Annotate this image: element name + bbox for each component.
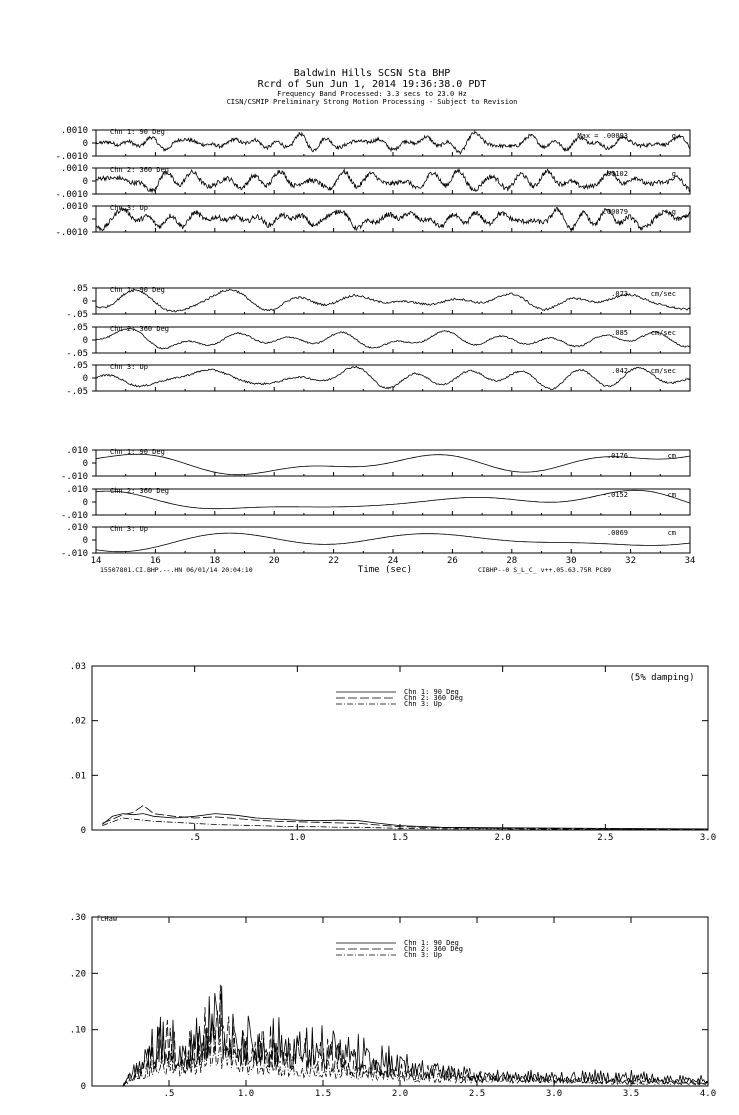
y-tick-label: -.010 bbox=[60, 472, 88, 482]
channel-trace bbox=[96, 533, 690, 552]
y-tick-label: -.0010 bbox=[55, 228, 88, 238]
x-tick-label: 1.5 bbox=[391, 833, 409, 843]
report-header bbox=[227, 68, 518, 106]
processing-version-footer: CIBHP--0 S_L_C_ v++.05.63.75R PC89 bbox=[478, 566, 612, 574]
x-tick-label: 3.5 bbox=[622, 1089, 640, 1099]
x-tick-label: 22 bbox=[328, 556, 340, 566]
damping-note: (5% damping) bbox=[629, 673, 695, 683]
y-tick-label: 0 bbox=[82, 459, 88, 469]
channel-peak: .085 bbox=[611, 329, 628, 337]
channel-peak: .0176 bbox=[606, 452, 628, 460]
legend-label: Chn 2: 360 Deg bbox=[404, 694, 464, 702]
legend-label: Chn 3: Up bbox=[404, 700, 442, 708]
x-tick-label: 16 bbox=[149, 556, 161, 566]
legend-label: Chn 1: 90 Deg bbox=[404, 688, 459, 696]
y-tick-label: -.010 bbox=[60, 549, 88, 559]
series-line bbox=[123, 986, 708, 1086]
displacement-panel bbox=[61, 446, 696, 575]
channel-name: Chn 2: 360 Deg bbox=[110, 166, 170, 174]
channel-peak-unit: cm bbox=[667, 452, 676, 460]
spectral-acceleration-chart bbox=[70, 662, 716, 843]
channel-trace bbox=[96, 328, 690, 349]
x-tick-label: 34 bbox=[684, 556, 696, 566]
y-tick-label: 0 bbox=[82, 374, 88, 384]
x-tick-label: 32 bbox=[625, 556, 637, 566]
y-tick-label: 0 bbox=[82, 297, 88, 307]
y-tick-label: 0 bbox=[82, 177, 88, 187]
x-tick-label: 3.0 bbox=[545, 1089, 563, 1099]
x-tick-label: 28 bbox=[506, 556, 518, 566]
channel-trace bbox=[96, 490, 690, 508]
x-tick-label: 3.0 bbox=[699, 833, 717, 843]
channel-name: Chn 2: 360 Deg bbox=[110, 487, 170, 495]
channel-peak-unit: cm bbox=[667, 491, 676, 499]
y-tick-label: -.05 bbox=[66, 310, 88, 320]
y-tick-label: .010 bbox=[66, 523, 88, 533]
channel-name: Chn 3: Up bbox=[110, 363, 148, 371]
channel-peak-unit: cm/sec bbox=[650, 329, 676, 337]
channel-peak: .00079 bbox=[602, 208, 628, 216]
channel-peak: .0069 bbox=[606, 529, 628, 537]
x-tick-label: 1.0 bbox=[237, 1089, 255, 1099]
y-tick-label: 0 bbox=[80, 826, 86, 836]
x-tick-label: .5 bbox=[163, 1089, 175, 1099]
y-tick-label: -.05 bbox=[66, 349, 88, 359]
header-line3: Frequency Band Processed: 3.3 secs to 23.0 Hz bbox=[277, 90, 467, 98]
channel-peak: .00102 bbox=[602, 170, 628, 178]
header-line1: Baldwin Hills SCSN Sta BHP bbox=[293, 68, 451, 79]
channel-peak-unit: g bbox=[671, 208, 676, 216]
channel-peak: .042 bbox=[611, 367, 628, 375]
series-line bbox=[102, 818, 708, 830]
y-tick-label: -.0010 bbox=[55, 152, 88, 162]
y-tick-label: -.0010 bbox=[55, 190, 88, 200]
channel-peak-unit: cm/sec bbox=[650, 367, 676, 375]
legend-label: Chn 2: 360 Deg bbox=[404, 945, 464, 953]
x-tick-label: 1.5 bbox=[314, 1089, 332, 1099]
channel-peak-unit: cm/sec bbox=[650, 290, 676, 298]
y-tick-label: -.05 bbox=[66, 387, 88, 397]
y-tick-label: .10 bbox=[69, 1025, 86, 1036]
channel-name: Chn 1: 90 Deg bbox=[110, 286, 165, 294]
x-tick-label: 2.0 bbox=[494, 833, 511, 843]
y-tick-label: 0 bbox=[82, 336, 88, 346]
channel-peak-unit: g bbox=[671, 170, 676, 178]
x-tick-label: .5 bbox=[189, 833, 201, 843]
acceleration-panel bbox=[55, 126, 690, 238]
channel-peak: .073 bbox=[611, 290, 628, 298]
y-tick-label: .010 bbox=[66, 446, 88, 456]
series-line bbox=[102, 814, 708, 829]
y-tick-label: -.010 bbox=[60, 511, 88, 521]
y-tick-label: .20 bbox=[69, 969, 86, 980]
x-tick-label: 2.5 bbox=[468, 1089, 486, 1099]
channel-peak: Max = .00093 bbox=[577, 132, 628, 140]
y-tick-label: .05 bbox=[71, 323, 88, 333]
channel-name: Chn 1: 90 Deg bbox=[110, 448, 165, 456]
x-tick-label: 14 bbox=[90, 556, 102, 566]
x-tick-label: 20 bbox=[268, 556, 280, 566]
y-tick-label: 0 bbox=[82, 215, 88, 225]
x-tick-label: 2.0 bbox=[391, 1089, 409, 1099]
channel-peak-unit: g bbox=[671, 132, 676, 140]
y-tick-label: .0010 bbox=[60, 202, 88, 212]
channel-peak-unit: cm bbox=[667, 529, 676, 537]
fourier-spectrum-chart bbox=[70, 913, 716, 1099]
channel-peak: -.0152 bbox=[602, 491, 628, 499]
y-tick-label: .05 bbox=[71, 284, 88, 294]
channel-name: Chn 3: Up bbox=[110, 525, 148, 533]
header-line4: CISN/CSMIP Preliminary Strong Motion Processing - Subject to Revision bbox=[226, 98, 518, 106]
x-tick-label: 1.0 bbox=[289, 833, 306, 843]
x-tick-label: 4.0 bbox=[699, 1089, 717, 1099]
y-tick-label: .30 bbox=[69, 913, 86, 923]
channel-trace bbox=[96, 366, 690, 389]
channel-trace bbox=[96, 208, 690, 231]
channel-name: Chn 3: Up bbox=[110, 204, 148, 212]
x-tick-label: 26 bbox=[446, 556, 458, 566]
corner-label: fcHaw bbox=[96, 915, 118, 923]
x-tick-label: 18 bbox=[209, 556, 221, 566]
x-tick-label: 24 bbox=[387, 556, 399, 566]
x-tick-label: 2.5 bbox=[597, 833, 614, 843]
header-line2: Rcrd of Sun Jun 1, 2014 19:36:38.0 PDT bbox=[257, 79, 487, 90]
x-tick-label: 30 bbox=[565, 556, 577, 566]
y-tick-label: 0 bbox=[82, 139, 88, 149]
y-tick-label: 0 bbox=[82, 498, 88, 508]
record-id-footer: 15507801.CI.BHP.--.HN 06/01/14 20:04:10 bbox=[100, 566, 253, 574]
channel-name: Chn 1: 90 Deg bbox=[110, 128, 165, 136]
y-tick-label: 0 bbox=[80, 1082, 86, 1092]
channel-trace bbox=[96, 289, 690, 312]
velocity-panel bbox=[66, 284, 690, 397]
channel-name: Chn 2: 360 Deg bbox=[110, 325, 170, 333]
spectrum-frame bbox=[92, 666, 708, 830]
y-tick-label: .02 bbox=[69, 716, 86, 727]
y-tick-label: .03 bbox=[69, 662, 86, 672]
x-axis-label: Time (sec) bbox=[357, 565, 413, 575]
y-tick-label: 0 bbox=[82, 536, 88, 546]
y-tick-label: .01 bbox=[69, 771, 86, 782]
y-tick-label: .010 bbox=[66, 485, 88, 495]
channel-trace bbox=[96, 169, 690, 192]
channel-trace bbox=[96, 454, 690, 474]
legend-label: Chn 1: 90 Deg bbox=[404, 939, 459, 947]
y-tick-label: .05 bbox=[71, 361, 88, 371]
y-tick-label: .0010 bbox=[60, 164, 88, 174]
y-tick-label: .0010 bbox=[60, 126, 88, 136]
legend-label: Chn 3: Up bbox=[404, 951, 442, 959]
